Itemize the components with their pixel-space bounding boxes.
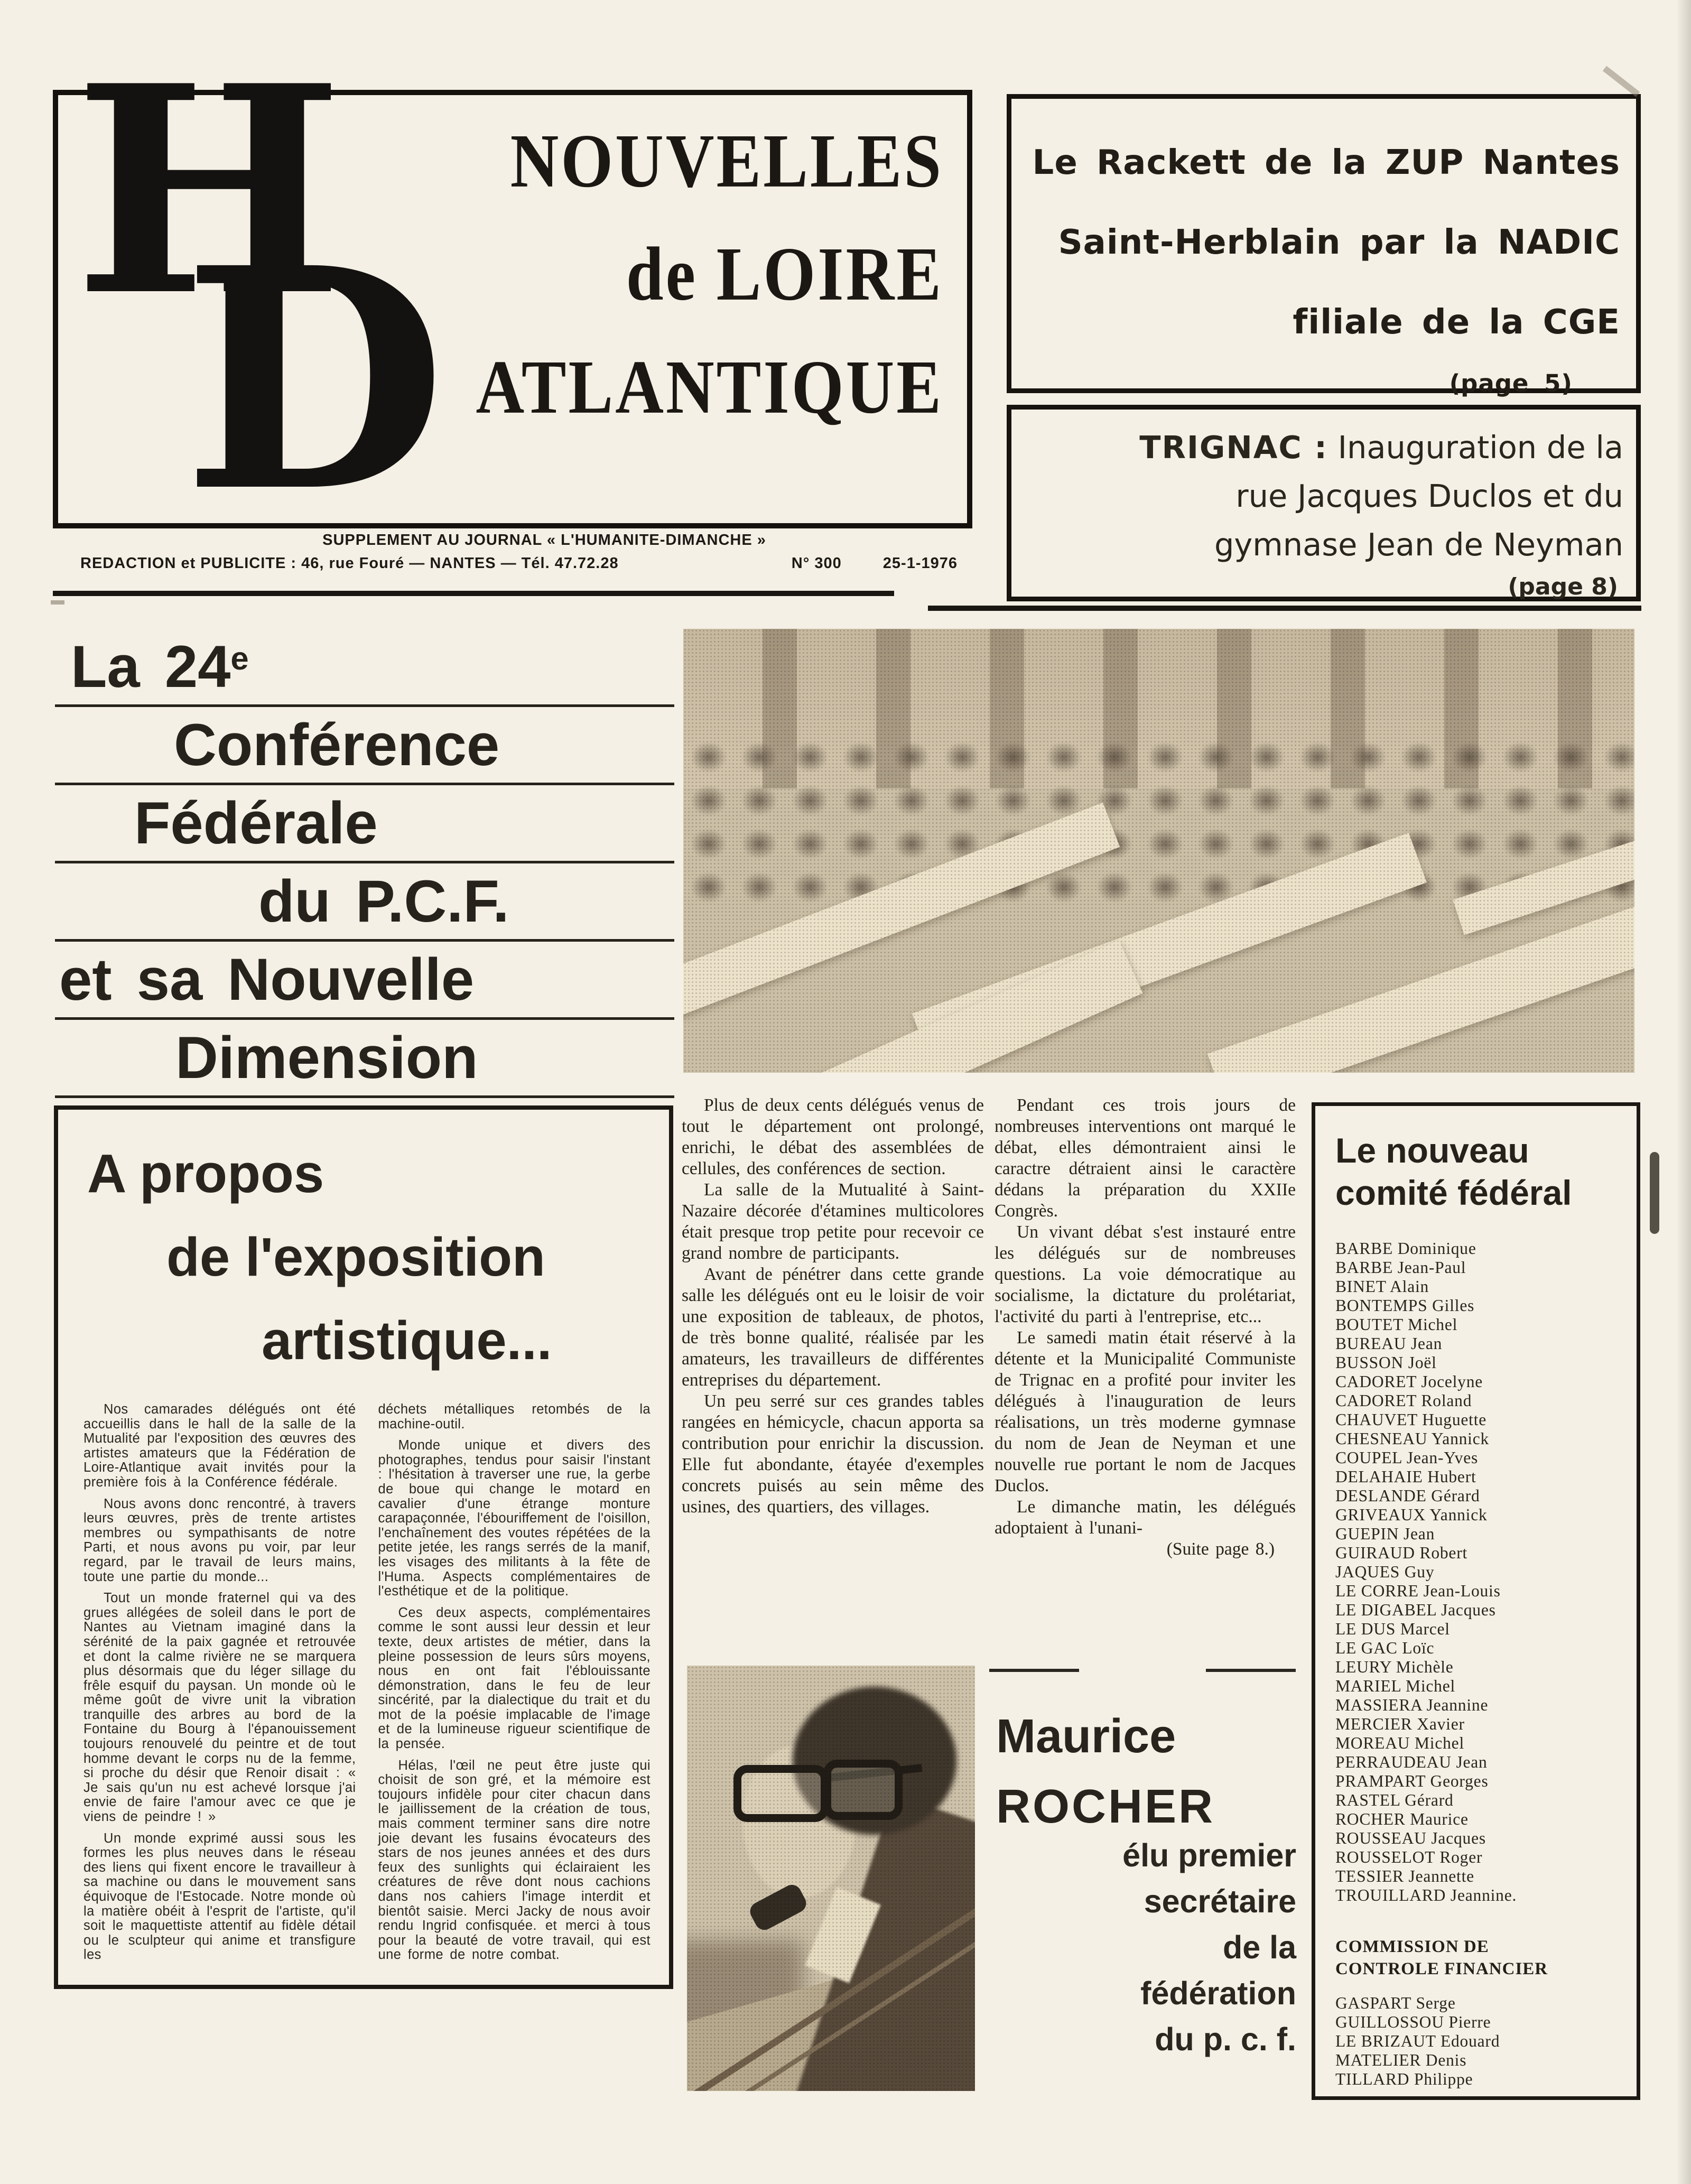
committee-member: BONTEMPS Gilles (1335, 1296, 1475, 1315)
teaser-box-rackett (1007, 94, 1641, 397)
commission-title-line-2: CONTROLE FINANCIER (1335, 1959, 1548, 1978)
headline-line-2: Conférence (174, 712, 500, 778)
rocher-lastname: ROCHER (996, 1780, 1215, 1833)
committee-member: BOUTET Michel (1335, 1315, 1458, 1334)
rocher-sub-line: du p. c. f. (1155, 2021, 1296, 2057)
halftone-overlay (683, 629, 1634, 1073)
maurice-rocher-photo (687, 1666, 975, 2091)
divider-segment (989, 1669, 1079, 1672)
commission-member-list (1335, 1994, 1616, 2089)
scan-artifact (1650, 1152, 1659, 1234)
commission-title (1335, 1936, 1616, 1980)
committee-member: MASSIERA Jeannine (1335, 1696, 1489, 1714)
expo-article-box (54, 1105, 673, 1989)
expo-paragraph: Ces deux aspects, complémentaires comme le sont aussi leur dessin et leur texte, deux artistes de métier, dans la pleine possession de leurs sûrs moyens, nous en ont fait l'éblouissante démonstration, dans le feu de leur sincérité, par la dialectique du trait et du mot de la poésie implacable de l'image et de la lumineuse rigueur scientifique de la pensée. (378, 1605, 651, 1752)
headline-rule (55, 939, 674, 942)
committee-member: MOREAU Michel (1335, 1734, 1465, 1752)
teaser1-line1: Le Rackett de la ZUP Nantes (1032, 143, 1620, 182)
committee-member: PRAMPART Georges (1335, 1772, 1489, 1790)
report-column-2 (995, 1095, 1296, 1560)
headline-rule (55, 704, 674, 707)
headline-line-5: et sa Nouvelle (59, 946, 475, 1013)
teaser2-line1-rest: Inauguration de la (1327, 429, 1623, 466)
expo-paragraph: Hélas, l'œil ne peut être juste qui choisit de son gré, et la mémoire est toujours infidèle pour citer chacun dans le jaillissement de la création de tous, mais comment terminer sans dire notre joie devant les fusains évocateurs des stars de nos jeunes années et des durs feux des sunlights qui éclairaient les créatures de rêve dont nous cachions dans nos cahiers l'image interdit et bientôt saisie. Merci Jacky de nous avoir rendu Ingrid confisquée. et merci à tous pour la beauté de votre travail, qui est une forme de notre combat. (378, 1758, 651, 1963)
commission-title-line-1: COMMISSION DE (1335, 1937, 1489, 1956)
committee-member: LE CORRE Jean-Louis (1335, 1582, 1501, 1600)
title-line-3: ATLANTIQUE (476, 345, 943, 430)
halftone-overlay (687, 1666, 975, 2091)
supplement-line: SUPPLEMENT AU JOURNAL « L'HUMANITE-DIMANCHE » (322, 532, 766, 549)
commission-member: MATELIER Denis (1335, 2051, 1467, 2069)
redaction-line (53, 555, 972, 572)
federal-committee-box (1312, 1102, 1640, 2100)
committee-member: RASTEL Gérard (1335, 1791, 1454, 1809)
committee-member: GRIVEAUX Yannick (1335, 1505, 1488, 1524)
rocher-sub-line: élu premier (1122, 1837, 1296, 1873)
committee-member: BUREAU Jean (1335, 1334, 1443, 1353)
committee-member: ROCHER Maurice (1335, 1810, 1469, 1828)
expo-paragraph: Un monde exprimé aussi sous les formes les plus neuves dans le réseau des liens qui fixent encore le travailleur à sa machine ou dans le mouvement sans équivoque de l'Estocade. Notre monde où la matière obéit à l'esprit de l'artiste, qu'il soit le maquettiste attentif au fidèle détail ou le sculpteur qui anime et transfigure les (83, 1830, 356, 1963)
newspaper-title (476, 119, 943, 462)
teaser1-line2: Saint-Herblain par la NADIC (1058, 223, 1620, 262)
committee-member: LE DIGABEL Jacques (1335, 1601, 1496, 1619)
expo-paragraph: Monde unique et divers des photographes, tendus pour saisir l'instant : l'hésitation à traverser une rue, la gerbe de boue qui change le motard en cavalier d'une étrange monture carapaçonnée, l'ébouriffement de l'oisillon, l'enchaînement des voutes répétées de la petite jetée, les rangs serrés de la manif, les visages des militants à la fête de l'Huma. Aspects complémentaires de l'esthétique et de la politique. (378, 1438, 651, 1599)
commission-member: GASPART Serge (1335, 1994, 1456, 2012)
title-line-1: NOUVELLES (510, 119, 943, 203)
committee-member: GUIRAUD Robert (1335, 1544, 1468, 1562)
headline-rule (55, 861, 674, 863)
trignac-label: TRIGNAC : (1139, 429, 1328, 466)
headline-rule (55, 783, 674, 785)
expo-paragraph: Nous avons donc rencontré, à travers leurs œuvres, près de trente artistes membres ou sympathisants de notre Parti, et nous avons pu voir, par leur regard, par le travail de leurs mains, toute une partie du monde... (83, 1496, 356, 1584)
committee-member: BINET Alain (1335, 1277, 1429, 1296)
report-paragraph: Le samedi matin était réservé à la détente et la Municipalité Communiste de Trignac en a profité pour inviter les délégués à l'inauguration de leurs réalisations, un très moderne gymnase du nom de Jean de Neyman et une nouvelle rue portant le nom de Jacques Duclos. (995, 1328, 1296, 1495)
teaser2-line2: rue Jacques Duclos et du (1235, 478, 1623, 514)
report-paragraph: Pendant ces trois jours de nombreuses interventions ont marqué le débat, elles démontraient ainsi le caractre détraient ainsi le caractère dédans la préparation du XXIIe Congrès. (995, 1095, 1296, 1221)
committee-member: LE DUS Marcel (1335, 1620, 1450, 1638)
headline-line-6: Dimension (175, 1025, 478, 1091)
committee-member: MERCIER Xavier (1335, 1715, 1465, 1733)
teaser1-page-ref: (page 5) (1449, 369, 1573, 397)
committee-member: TESSIER Jeannette (1335, 1867, 1474, 1885)
expo-article-title (58, 1110, 669, 1370)
committee-member: LE GAC Loïc (1335, 1639, 1435, 1657)
report-paragraph: La salle de la Mutualité à Saint-Nazaire décorée d'étamines multicolores était presque trop petite pour recevoir ce grand nombre de participants. (682, 1180, 984, 1263)
committee-member: MARIEL Michel (1335, 1677, 1456, 1695)
committee-member: TROUILLARD Jeannine. (1335, 1886, 1517, 1904)
expo-title-line-2: de l'exposition (166, 1226, 545, 1287)
teaser2-line3: gymnase Jean de Neyman (1214, 526, 1623, 563)
commission-member: TILLARD Philippe (1335, 2070, 1473, 2088)
committee-member: CADORET Jocelyne (1335, 1372, 1483, 1391)
committee-member: BARBE Dominique (1335, 1239, 1476, 1258)
scan-artifact (51, 600, 64, 605)
redaction-address: REDACTION et PUBLICITE : 46, rue Fouré — NANTES — Tél. 47.72.28 (80, 555, 619, 572)
masthead-rule-left (53, 591, 894, 596)
committee-member: DESLANDE Gérard (1335, 1486, 1480, 1505)
committee-member: ROUSSEAU Jacques (1335, 1829, 1486, 1847)
committee-member: PERRAUDEAU Jean (1335, 1753, 1488, 1771)
committee-member: LEURY Michèle (1335, 1658, 1454, 1676)
logo-letter-d: D (183, 201, 447, 559)
expo-paragraph: Tout un monde fraternel qui va des grues allégées de soleil dans le port de Nantes au Vietnam imaginé dans la sérénité de la paix gagnée et retrouvée et dont la calme rivière ne se marquera plus désormais que du léger sillage du frêle esquif du paysan. Un monde où le même goût de vivre unit la vibration tranquille des arbres au bord de la Fontaine du Bourg à l'épanouissement toujours renouvelé du peintre et de tout homme devant le corps nu de la femme, si proche du désir que Renoir disait : « Je sais qu'un nu est achevé lorsque j'ai envie de faire l'amour avec ce que je viens de peindre ! » (83, 1591, 356, 1825)
headline-l1-sup: e (230, 640, 249, 677)
committee-member: CHAUVET Huguette (1335, 1410, 1487, 1429)
committee-title-line-1: Le nouveau (1335, 1131, 1529, 1170)
rocher-firstname: Maurice (996, 1710, 1176, 1763)
headline-line-4: du P.C.F. (258, 868, 509, 935)
committee-member: COUPEL Jean-Yves (1335, 1448, 1479, 1467)
committee-member: JAQUES Guy (1335, 1563, 1435, 1581)
title-line-2: de LOIRE (626, 232, 943, 317)
report-paragraph: Un peu serré sur ces grandes tables rangées en hémicycle, chacun apporta sa contribution pour enrichir la discussion. Elle fut abondante, étayée d'exemples concrets puisés au sein même des usines, des quartiers, des villages. (682, 1391, 984, 1517)
headline-line-1 (55, 628, 674, 698)
scan-artifact (1603, 66, 1640, 97)
committee-member: ROUSSELOT Roger (1335, 1848, 1483, 1866)
report-column-1 (682, 1095, 984, 1518)
teaser2-page-ref: (page 8) (1508, 573, 1618, 600)
report-paragraph: Plus de deux cents délégués venus de tout le département ont prolongé, enrichi, le débat des assemblées de cellules, des conférences de section. (682, 1095, 984, 1178)
expo-column-1 (83, 1402, 356, 1969)
expo-title-line-1: A propos (87, 1143, 324, 1204)
rocher-sub-line: secrétaire (1144, 1883, 1296, 1919)
committee-title (1335, 1129, 1616, 1214)
committee-title-line-2: comité fédéral (1335, 1173, 1572, 1212)
expo-article-columns (58, 1402, 669, 1969)
committee-member: CADORET Roland (1335, 1391, 1472, 1410)
headline-rule (55, 1095, 674, 1098)
commission-member: LE BRIZAUT Edouard (1335, 2032, 1500, 2050)
main-headline (55, 628, 674, 1105)
rocher-sub-line: fédération (1140, 1975, 1296, 2011)
headline-l1-text: La 24 (71, 634, 231, 700)
headline-rule (55, 1017, 674, 1020)
expo-paragraph: Nos camarades délégués ont été accueillis dans le hall de la salle de la Mutualité par l'exposition des œuvres des artistes amateurs que la Fédération de Loire-Atlantique avait invités pour la première fois à la Conférence fédérale. (83, 1402, 356, 1490)
expo-paragraph: déchets métalliques retombés de la machine-outil. (378, 1402, 651, 1432)
report-paragraph: Un vivant débat s'est instauré entre les délégués sur de nombreuses questions. La voie démocratique au socialisme, la dictature du prolétariat, l'activité du parti à l'entreprise, etc... (995, 1222, 1296, 1326)
logo-letter-h: H (74, 24, 344, 359)
conference-hall-photo (683, 629, 1634, 1073)
report-paragraph: Avant de pénétrer dans cette grande salle les délégués ont eu le loisir de voir une exposition de tableaux, de photos, de très bonne qualité, réalisée par les amateurs, les travailleurs de différentes entreprises du département. (682, 1265, 984, 1390)
hd-monogram-logo (73, 24, 447, 559)
issue-number: N° 300 (791, 555, 842, 572)
rocher-sub-line: de la (1222, 1929, 1296, 1965)
commission-member: GUILLOSSOU Pierre (1335, 2013, 1491, 2031)
divider-segment (1206, 1669, 1296, 1672)
continuation-note: (Suite page 8.) (1166, 1539, 1275, 1559)
teaser-box-trignac (1007, 405, 1641, 601)
masthead-subtitle (53, 532, 972, 572)
committee-member: CHESNEAU Yannick (1335, 1429, 1490, 1448)
teaser1-line3: filiale de la CGE (1293, 303, 1620, 342)
expo-column-2 (378, 1402, 651, 1969)
masthead-rule-right (928, 606, 1641, 611)
committee-member: BUSSON Joël (1335, 1353, 1437, 1372)
committee-member: GUEPIN Jean (1335, 1525, 1435, 1543)
committee-member-list (1335, 1239, 1616, 1905)
issue-date: 25-1-1976 (882, 555, 958, 572)
expo-title-line-3: artistique... (262, 1310, 552, 1371)
committee-member: BARBE Jean-Paul (1335, 1258, 1466, 1277)
teaser2-line1 (1022, 423, 1623, 472)
report-paragraph: Le dimanche matin, les délégués adoptaient à l'unani- (995, 1497, 1296, 1538)
committee-member: DELAHAIE Hubert (1335, 1467, 1476, 1486)
rocher-subheadline (1044, 1833, 1296, 2062)
headline-line-3: Fédérale (134, 790, 378, 857)
